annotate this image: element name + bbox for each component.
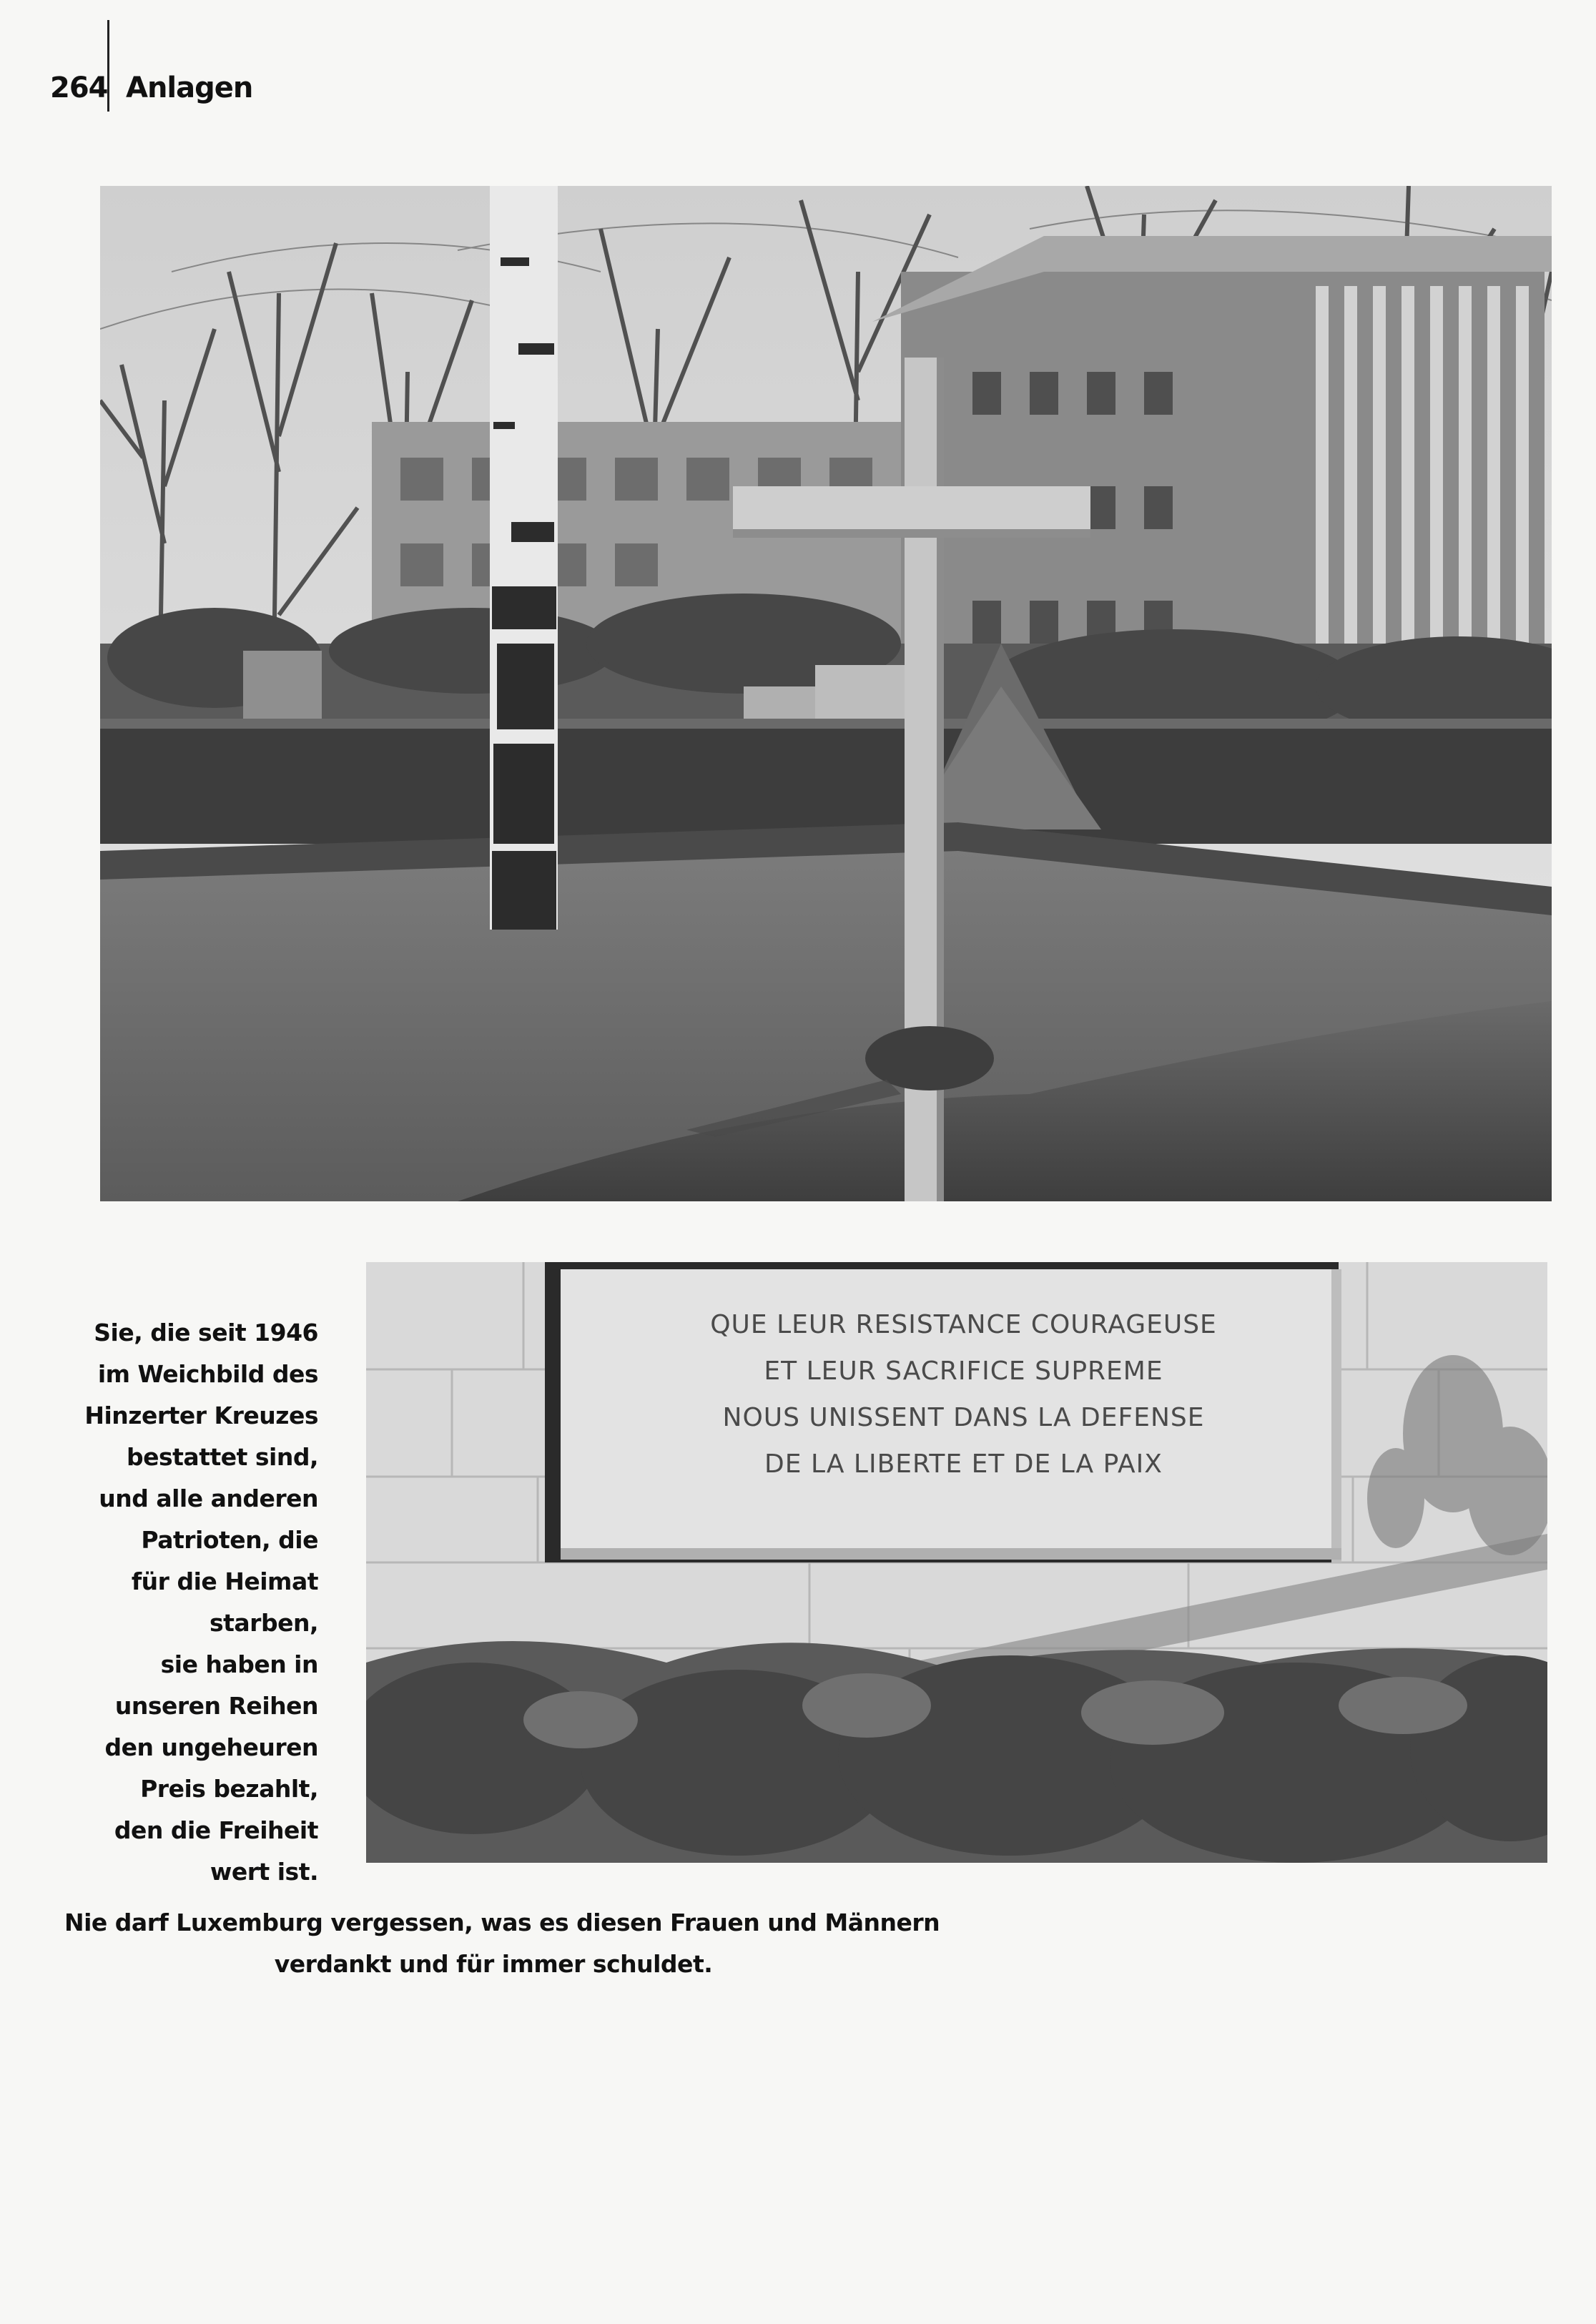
inscription-line: QUE LEUR RESISTANCE COURAGEUSE	[710, 1310, 1217, 1339]
inscription-line: DE LA LIBERTE ET DE LA PAIX	[764, 1449, 1163, 1479]
caption-line: Sie, die seit 1946	[94, 1319, 318, 1346]
caption-line: und alle anderen	[99, 1484, 318, 1512]
caption-line: wert ist.	[210, 1858, 318, 1886]
caption-line: verdankt und für immer schuldet.	[274, 1950, 713, 1978]
section-title: Anlagen	[126, 72, 253, 104]
caption-line: Preis bezahlt,	[140, 1775, 318, 1803]
caption-line: bestattet sind,	[127, 1443, 318, 1471]
caption-line: den die Freiheit	[114, 1816, 318, 1844]
caption-closing	[64, 1902, 940, 1985]
plaque-inscription	[568, 1301, 1359, 1487]
caption-line: Nie darf Luxemburg vergessen, was es diesen Frauen und Männern	[64, 1909, 940, 1936]
caption-line: für die Heimat	[131, 1567, 318, 1595]
page-number: 264	[50, 72, 108, 104]
cemetery-cross-photo	[100, 186, 1552, 1201]
caption-line: den ungeheuren	[104, 1733, 318, 1761]
caption-block	[43, 1312, 318, 1893]
caption-line: sie haben in	[160, 1650, 318, 1678]
caption-line: unseren Reihen	[114, 1692, 318, 1720]
caption-line: starben,	[210, 1609, 318, 1637]
caption-line: im Weichbild des	[97, 1360, 318, 1388]
caption-line: Hinzerter Kreuzes	[84, 1402, 318, 1429]
inscription-line: ET LEUR SACRIFICE SUPREME	[764, 1357, 1163, 1386]
caption-line: Patrioten, die	[141, 1526, 318, 1554]
inscription-line: NOUS UNISSENT DANS LA DEFENSE	[722, 1403, 1205, 1432]
